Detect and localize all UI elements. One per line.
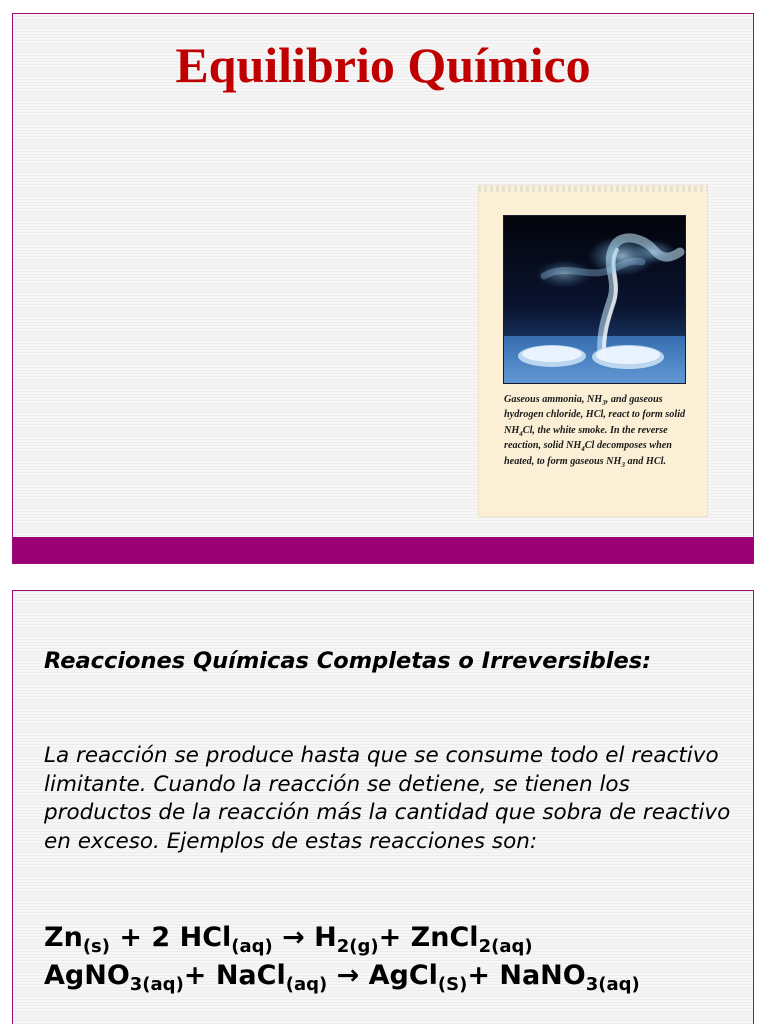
smoke-photo xyxy=(503,215,686,384)
slide-2 xyxy=(12,590,754,1024)
photo-caption: Gaseous ammonia, $NH_3$, and gaseous hydrogen chloride, HCl, react to form solid $NH_4Cl$, the white smoke. In the reverse reaction, solid $NH_4Cl$ decomposes when heated, to form gaseous $NH_3$ and HCl. xyxy=(504,394,686,469)
section-heading: Reacciones Químicas Completas o Irreversibles: xyxy=(44,648,652,674)
slide-1 xyxy=(12,13,754,564)
body-text: La reacción se produce hasta que se consume todo el reactivo limitante. Cuando la reacción se detiene, se tienen los productos de la reacción más la cantidad que sobra de reactivo en exceso. Ejemplos de estas reacciones son: xyxy=(44,743,731,854)
accent-bar xyxy=(13,537,753,563)
slide-title: Equilibrio Químico xyxy=(175,37,591,93)
card-top-strip xyxy=(478,185,708,192)
equation-silver: AgNO$_{3(aq)}$+ NaCl$_{(aq)}$ → AgCl$_{(S)}$+ NaNO$_{3(aq)}$ xyxy=(44,960,640,995)
equation-zinc: $Zn_{(s)} + 2$ $HCl_{(aq)} \to H_{2(g)}+$ ZnCl$_{2(aq)}$ xyxy=(44,922,533,957)
photo-card xyxy=(478,185,708,517)
